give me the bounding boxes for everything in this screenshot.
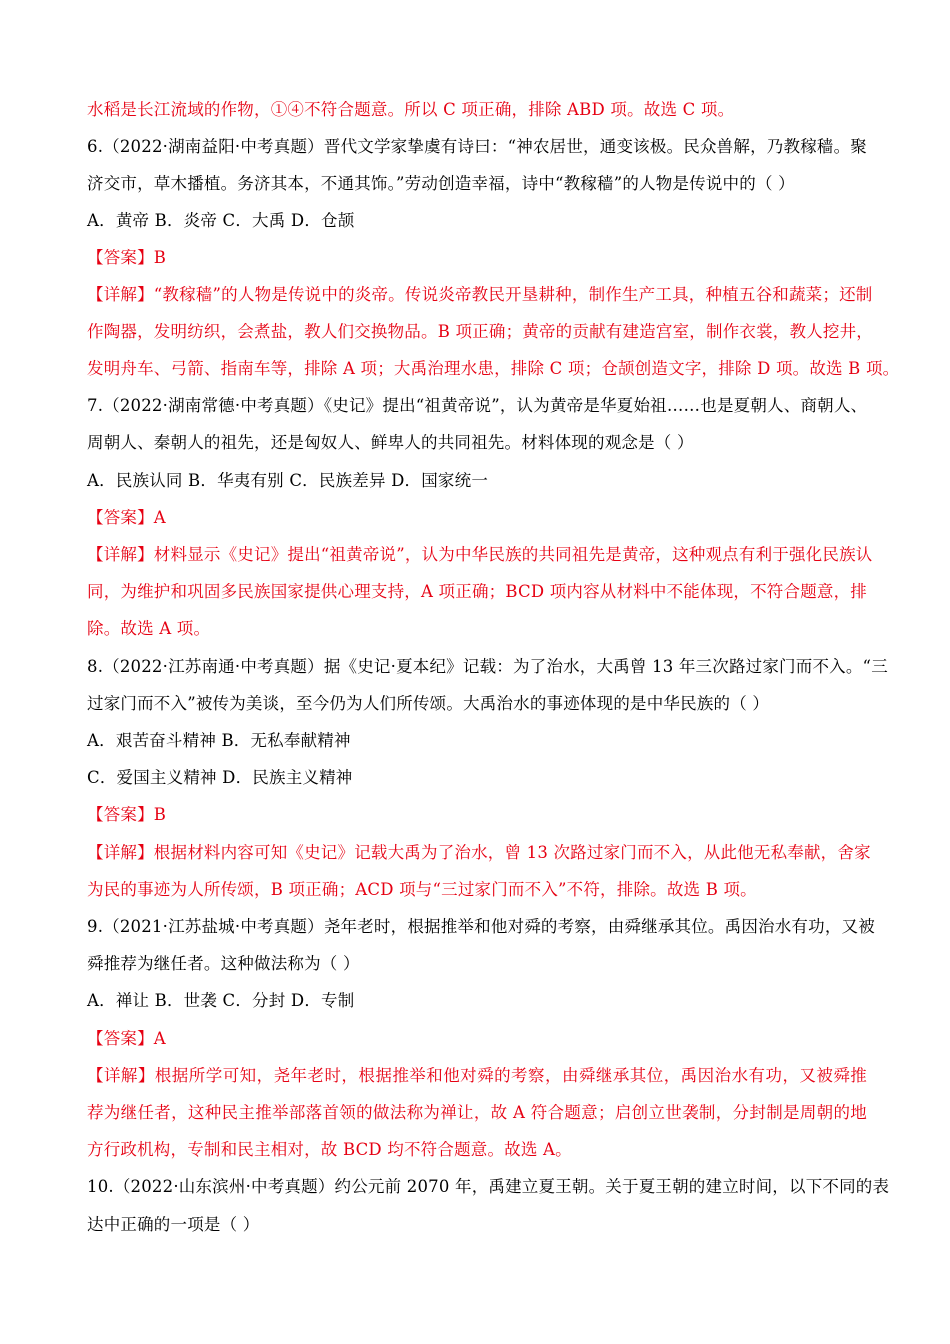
- question-9-explanation: 【详解】根据所学可知，尧年老时，根据推举和他对舜的考察，由舜继承其位，禹因治水有功，又被舜推: [87, 1066, 867, 1085]
- question-9-options: A．禅让 B．世袭 C．分封 D．专制: [87, 991, 355, 1010]
- question-8-answer: 【答案】B: [87, 805, 167, 824]
- question-7-explanation: 除。故选 A 项。: [87, 619, 211, 638]
- question-7-explanation: 同，为维护和巩固多民族国家提供心理支持，A 项正确；BCD 项内容从材料中不能体现，不符合题意，排: [87, 582, 867, 601]
- question-8-explanation: 【详解】根据材料内容可知《史记》记载大禹为了治水，曾 13 次路过家门而不入，从此他无私奉献，舍家: [87, 843, 871, 862]
- question-10-stem: 10.（2022·山东滨州·中考真题）约公元前 2070 年，禹建立夏王朝。关于夏王朝的建立时间，以下不同的表: [87, 1177, 890, 1196]
- question-7-stem: 7.（2022·湖南常德·中考真题）《史记》提出“祖黄帝说”，认为黄帝是华夏始祖……也是夏朝人、商朝人、: [87, 396, 868, 415]
- question-8-stem: 8.（2022·江苏南通·中考真题）据《史记·夏本纪》记载：为了治水，大禹曾 13 年三次路过家门而不入。“三: [87, 657, 888, 676]
- question-9-stem: 舜推荐为继任者。这种做法称为（ ）: [87, 954, 360, 973]
- question-7-answer: 【答案】A: [87, 508, 166, 527]
- question-7-stem: 周朝人、秦朝人的祖先，还是匈奴人、鲜卑人的共同祖先。材料体现的观念是（ ）: [87, 433, 694, 452]
- question-9-answer: 【答案】A: [87, 1029, 166, 1048]
- question-6-explanation: 【详解】“教稼穑”的人物是传说中的炎帝。传说炎帝教民开垦耕种，制作生产工具，种植五谷和蔬菜；还制: [87, 285, 873, 304]
- question-8-explanation: 为民的事迹为人所传颂，B 项正确；ACD 项与“三过家门而不入”不符，排除。故选 B 项。: [87, 880, 757, 899]
- question-8-options: A．艰苦奋斗精神 B．无私奉献精神: [87, 731, 351, 750]
- question-6-explanation: 发明舟车、弓箭、指南车等，排除 A 项；大禹治理水患，排除 C 项；仓颉创造文字，排除 D 项。故选 B 项。: [87, 359, 900, 378]
- question-6-stem: 6.（2022·湖南益阳·中考真题）晋代文学家挚虞有诗曰：“神农居世，通变该极。民众兽解，乃教稼穑。聚: [87, 137, 867, 156]
- question-6-stem: 济交市，草木播植。务济其本，不通其饰。”劳动创造幸福，诗中“教稼穑”的人物是传说中的（ ）: [87, 174, 795, 193]
- question-9-explanation: 方行政机构，专制和民主相对，故 BCD 均不符合题意。故选 A。: [87, 1140, 572, 1159]
- answer-explanation-line: 水稻是长江流域的作物，①④不符合题意。所以 C 项正确，排除 ABD 项。故选 C 项。: [87, 100, 735, 119]
- question-6-explanation: 作陶器，发明纺织，会煮盐，教人们交换物品。B 项正确；黄帝的贡献有建造宫室，制作衣裳，教人挖井，: [87, 322, 873, 341]
- question-6-options: A．黄帝 B．炎帝 C．大禹 D．仓颉: [87, 211, 355, 230]
- question-10-stem: 达中正确的一项是（ ）: [87, 1215, 260, 1234]
- question-8-stem: 过家门而不入”被传为美谈，至今仍为人们所传颂。大禹治水的事迹体现的是中华民族的（ ）: [87, 694, 770, 713]
- question-7-explanation: 【详解】材料显示《史记》提出“祖黄帝说”，认为中华民族的共同祖先是黄帝，这种观点有利于强化民族认: [87, 545, 873, 564]
- question-6-answer: 【答案】B: [87, 248, 167, 267]
- question-9-explanation: 荐为继任者，这种民主推举部落首领的做法称为禅让，故 A 符合题意；启创立世袭制，分封制是周朝的地: [87, 1103, 867, 1122]
- question-7-options: A．民族认同 B．华夷有别 C．民族差异 D．国家统一: [87, 471, 489, 490]
- question-9-stem: 9.（2021·江苏盐城·中考真题）尧年老时，根据推举和他对舜的考察，由舜继承其位。禹因治水有功，又被: [87, 917, 875, 936]
- question-8-options: C．爱国主义精神 D．民族主义精神: [87, 768, 353, 787]
